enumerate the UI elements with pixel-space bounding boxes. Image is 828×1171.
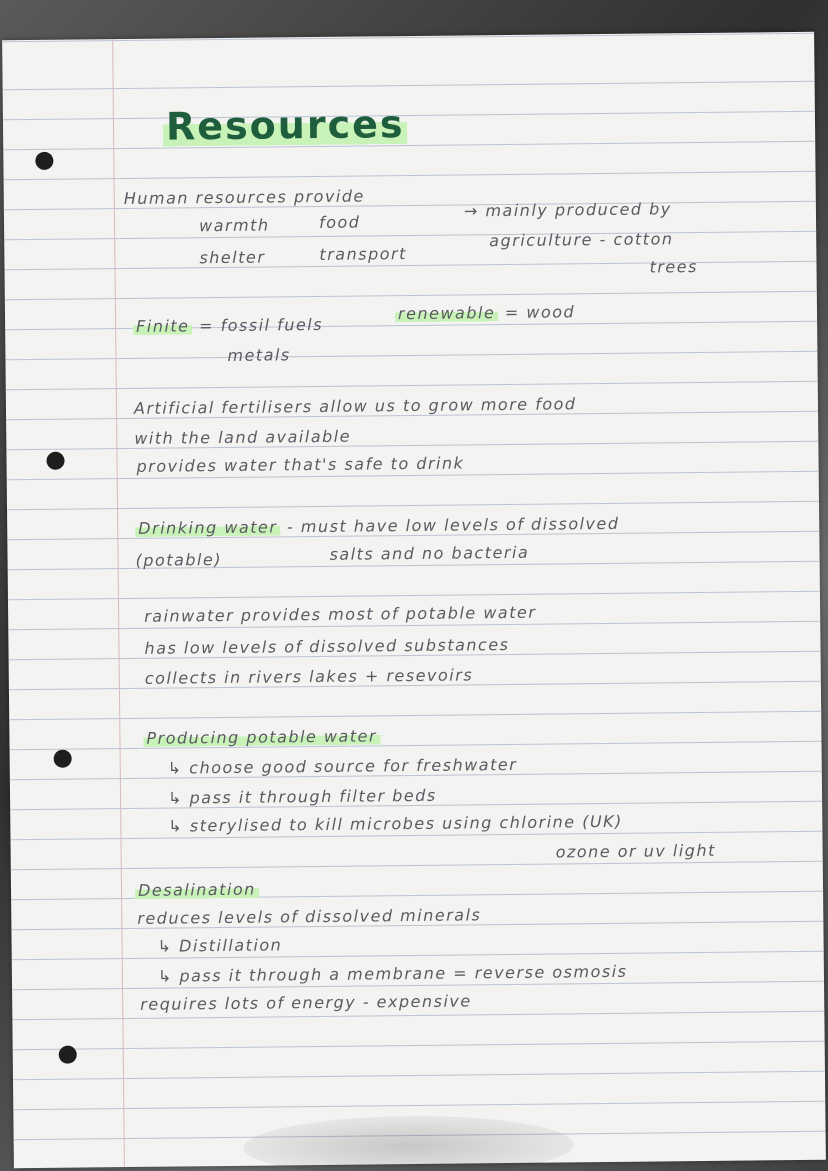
intro-note-line1: → mainly produced by xyxy=(463,199,672,221)
renewable-row xyxy=(395,302,575,323)
lined-paper-sheet xyxy=(2,32,826,1168)
renewable-value: = wood xyxy=(504,302,576,323)
page-title-text: Resources xyxy=(163,102,408,149)
desalination-line2: requires lots of energy - expensive xyxy=(140,991,472,1014)
producing-step1: ↳ choose good source for freshwater xyxy=(167,754,518,778)
drinking-line2: salts and no bacteria xyxy=(329,542,530,564)
punch-hole-3 xyxy=(54,750,72,768)
intro-note-line2: agriculture - cotton xyxy=(489,229,674,251)
drinking-line1: - must have low levels of dissolved xyxy=(286,513,620,537)
rainwater-line2: has low levels of dissolved substances xyxy=(144,635,510,658)
desalination-heading-text: Desalination xyxy=(135,880,259,900)
punch-hole-4 xyxy=(59,1046,77,1064)
producing-heading-text: Producing potable water xyxy=(143,726,380,747)
desalination-step2: ↳ pass it through a membrane = reverse osmosis xyxy=(157,961,628,986)
producing-step3b: ozone or uv light xyxy=(555,840,716,862)
finite-label: Finite xyxy=(133,316,193,336)
punch-hole-2 xyxy=(46,452,64,470)
intro-note-line3: trees xyxy=(649,257,698,277)
fertilisers-line2: with the land available xyxy=(134,426,352,448)
intro-item-food: food xyxy=(318,212,361,232)
desalination-line1: reduces levels of dissolved minerals xyxy=(137,905,482,928)
desalination-heading xyxy=(135,880,259,900)
phone-shadow xyxy=(243,1114,574,1171)
drinking-row xyxy=(135,514,619,538)
intro-item-shelter: shelter xyxy=(199,247,266,268)
producing-heading xyxy=(143,726,380,747)
rainwater-line3: collects in rivers lakes + resevoirs xyxy=(144,665,474,688)
producing-step3: ↳ sterylised to kill microbes using chlorine (UK) xyxy=(168,811,623,836)
fertilisers-line1: Artificial fertilisers allow us to grow more food xyxy=(133,394,577,418)
intro-item-warmth: warmth xyxy=(198,215,270,236)
margin-line xyxy=(112,39,125,1167)
finite-row xyxy=(133,315,323,336)
punch-hole-1 xyxy=(35,152,53,170)
intro-heading: Human resources provide xyxy=(123,186,365,209)
renewable-label: renewable xyxy=(395,303,498,323)
rainwater-line1: rainwater provides most of potable water xyxy=(144,602,537,626)
desalination-step1: ↳ Distillation xyxy=(157,935,283,956)
drinking-label: Drinking water xyxy=(135,517,280,538)
intro-item-transport: transport xyxy=(319,244,407,264)
fertilisers-line3: provides water that's safe to drink xyxy=(136,453,465,476)
producing-step2: ↳ pass it through filter beds xyxy=(167,785,437,808)
drinking-label2: (potable) xyxy=(135,550,223,570)
finite-line1: = fossil fuels xyxy=(198,314,324,336)
finite-line2: metals xyxy=(227,345,291,365)
page-title xyxy=(163,102,408,149)
